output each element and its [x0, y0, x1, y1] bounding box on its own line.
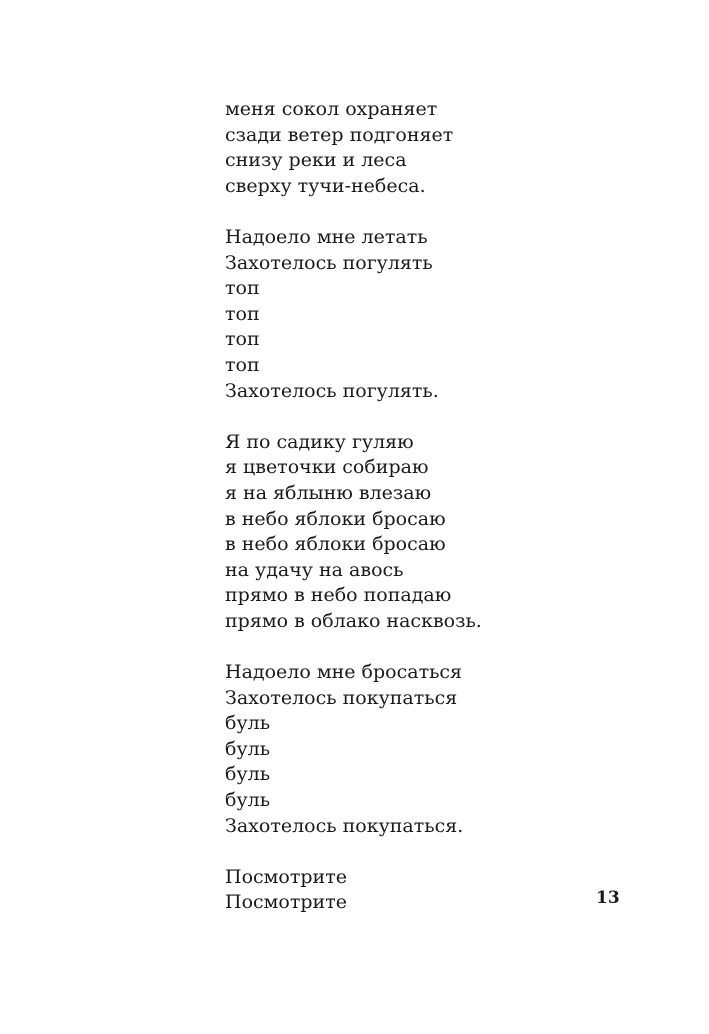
poem-line: буль — [225, 763, 271, 786]
poem-line: на удачу на авось — [225, 558, 404, 581]
poem-line: прямо в небо попадаю — [225, 584, 452, 607]
stanza-3 — [225, 430, 625, 635]
poem-line: Посмотрите — [225, 891, 347, 914]
poem-line: в небо яблоки бросаю — [225, 533, 446, 556]
poem-line: топ — [225, 302, 260, 325]
stanza-2 — [225, 225, 625, 404]
poem-line: топ — [225, 353, 260, 376]
poem-line: Захотелось погулять. — [225, 379, 439, 402]
poem-line: меня сокол охраняет — [225, 98, 438, 120]
poem-line: снизу реки и леса — [225, 149, 407, 172]
poem-line: Надоело мне бросаться — [225, 661, 463, 684]
poem-line: Я по садику гуляю — [225, 430, 414, 453]
poem-line: буль — [225, 789, 271, 812]
poem-line: Захотелось погулять — [225, 251, 433, 274]
poem-line: прямо в облако насквозь. — [225, 609, 482, 632]
poem-text — [225, 97, 625, 942]
page-number: 13 — [596, 888, 620, 908]
poem-line: я на яблыню влезаю — [225, 481, 432, 504]
poem-line: буль — [225, 712, 271, 735]
poem-line: я цветочки собираю — [225, 456, 429, 479]
poem-line: Посмотрите — [225, 865, 347, 888]
stanza-4 — [225, 660, 625, 839]
poem-line: Надоело мне летать — [225, 225, 428, 248]
poem-line: Захотелось покупаться — [225, 686, 458, 709]
stanza-1 — [225, 97, 625, 199]
poem-line: сзади ветер подгоняет — [225, 123, 454, 146]
poem-line: Захотелось покупаться. — [225, 814, 464, 837]
poem-line: топ — [225, 277, 260, 300]
stanza-5 — [225, 865, 625, 916]
poem-line: буль — [225, 737, 271, 760]
poem-line: в небо яблоки бросаю — [225, 507, 446, 530]
poem-line: топ — [225, 328, 260, 351]
poem-line: сверху тучи-небеса. — [225, 174, 426, 197]
